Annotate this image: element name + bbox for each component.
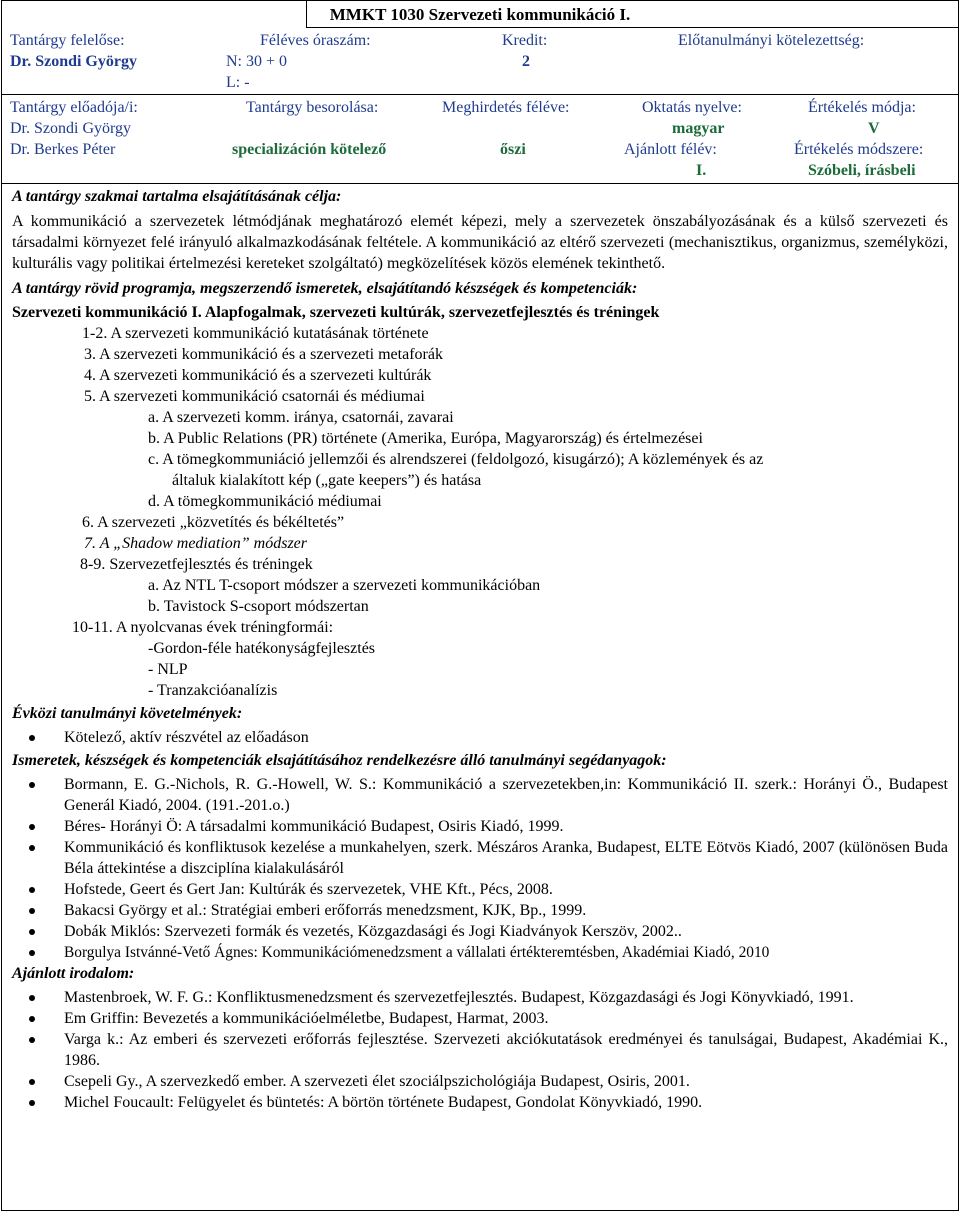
course-sheet [1, 0, 959, 1211]
goal-text: A kommunikáció a szervezetek létmódjának meghatározó elemét képezi, mely a szervezetek önszabályozásának és a külső szervezeti és társadalmi környezet felé irányuló alkalmazkodásának feltétele. A kommunikáció az eltérő szervezeti (mechanisztikus, organizmus, személyközi, kulturális vagy politikai értelmezési kereteket szolgáltató) megközelítések közös elemének tekinthető. [12, 213, 948, 272]
list-item [12, 921, 948, 942]
materials-section [2, 750, 958, 963]
program-item: b. Tavistock S-csoport módszertan [148, 598, 369, 615]
list-item-text: Borgulya Istvánné-Vető Ágnes: Kommunikációmenedzsment a vállalati értékteremtésben, Akadémiai Kiadó, 2010 [64, 944, 770, 961]
prereq-label: Előtanulmányi kötelezettség: [678, 32, 865, 49]
credit-label: Kredit: [502, 32, 548, 49]
program-item: 5. A szervezeti kommunikáció csatornái és médiumai [84, 388, 425, 405]
list-item [12, 774, 948, 816]
list-item [12, 900, 948, 921]
program-item: -Gordon-féle hatékonyságfejlesztés [148, 640, 376, 657]
materials-heading: Ismeretek, készségek és kompetenciák elsajátításához rendelkezésre álló tanulmányi segédanyagok: [12, 752, 667, 769]
semester-label: Meghirdetés féléve: [442, 99, 570, 116]
hours-n: N: 30 + 0 [226, 53, 288, 70]
bullet-icon [29, 995, 35, 1001]
eval-method-label: Értékelés módszere: [794, 141, 924, 158]
requirements-section [2, 703, 958, 748]
bullet-icon [29, 1100, 35, 1106]
requirements-heading: Évközi tanulmányi követelmények: [12, 705, 243, 722]
program-item: - NLP [148, 661, 188, 678]
program-heading: A tantárgy rövid programja, megszerzendő ismeretek, elsajátítandó készségek és kompetenciák: [12, 280, 638, 297]
program-item: d. A tömegkommunikáció médiumai [148, 493, 382, 510]
program-item: a. Az NTL T-csoport módszer a szervezeti kommunikációban [148, 577, 541, 594]
language-label: Oktatás nyelve: [642, 99, 742, 116]
program-item: 6. A szervezeti „közvetítés és békéltetés” [82, 514, 345, 531]
classification-value: specializáción kötelező [232, 141, 387, 158]
goal-heading: A tantárgy szakmai tartalma elsajátításának célja: [12, 188, 342, 205]
list-item [12, 1008, 948, 1029]
bullet-icon [29, 845, 35, 851]
lecturer-label: Tantárgy előadója/i: [10, 99, 138, 116]
list-item [12, 1029, 948, 1071]
list-item [12, 837, 948, 879]
responsible-name: Dr. Szondi György [10, 53, 137, 70]
course-header-table [2, 0, 958, 186]
list-item-text: Mastenbroek, W. F. G.: Konfliktusmenedzsment és szervezetfejlesztés. Budapest, Közgazdasági és Jogi Könyvkiadó, 1991. [64, 989, 854, 1006]
eval-value: V [868, 120, 880, 137]
list-item-text: Kommunikáció és konfliktusok kezelése a munkahelyen, szerk. Mészáros Aranka, Budapest, ELTE Eötvös Kiadó, 2007 (különösen Buda Béla áttekintése a diszciplína kialakulásáról [64, 839, 948, 877]
bullet-icon [29, 1016, 35, 1022]
list-item [12, 987, 948, 1008]
list-item [12, 1071, 948, 1092]
program-item: a. A szervezeti komm. iránya, csatornái, zavarai [148, 409, 454, 426]
language-value: magyar [672, 120, 725, 137]
bullet-icon [29, 1079, 35, 1085]
program-item: 4. A szervezeti kommunikáció és a szervezeti kultúrák [84, 367, 432, 384]
bullet-icon [29, 929, 35, 935]
list-item-text: Kötelező, aktív részvétel az előadáson [64, 729, 309, 746]
bullet-icon [29, 735, 35, 741]
requirements-list [12, 727, 948, 748]
literature-section [2, 963, 958, 1113]
eval-method-value: Szóbeli, írásbeli [808, 162, 916, 179]
program-item: - Tranzakcióanalízis [148, 682, 278, 699]
program-item: b. A Public Relations (PR) története (Amerika, Európa, Magyarország) és értelmezései [148, 430, 703, 447]
program-section [2, 278, 958, 701]
goal-section [2, 186, 958, 274]
list-item-text: Michel Foucault: Felügyelet és büntetés: A börtön története Budapest, Gondolat Könyvkiadó, 1990. [64, 1094, 703, 1111]
classification-label: Tantárgy besorolása: [246, 99, 379, 116]
list-item-text: Varga k.: Az emberi és szervezeti erőforrás fejlesztése. Szervezeti akciókutatások eredményei és tanulságai, Budapest, Akadémiai K., 1986. [64, 1031, 948, 1069]
credit-value: 2 [522, 53, 530, 70]
list-item-text: Béres- Horányi Ö: A társadalmi kommunikáció Budapest, Osiris Kiadó, 1999. [64, 818, 564, 835]
list-item-text: Bakacsi György et al.: Stratégiai emberi erőforrás menedzsment, KJK, Bp., 1999. [64, 902, 587, 919]
recommended-label: Ajánlott félév: [624, 141, 717, 158]
list-item-text: Em Griffin: Bevezetés a kommunikációelméletbe, Budapest, Harmat, 2003. [64, 1010, 549, 1027]
program-item: 7. A „Shadow mediation” módszer [84, 535, 307, 552]
literature-heading: Ajánlott irodalom: [12, 965, 135, 982]
recommended-value: I. [696, 162, 707, 179]
program-item: c. A tömegkommuniáció jellemzői és alrendszerei (feldolgozó, kisugárzó); A közlemények és az [148, 451, 764, 468]
list-item [12, 816, 948, 837]
program-item: 8-9. Szervezetfejlesztés és tréningek [80, 556, 313, 573]
lecturer-2: Dr. Berkes Péter [10, 141, 116, 158]
responsible-label: Tantárgy felelőse: [10, 32, 125, 49]
program-item: 1-2. A szervezeti kommunikáció kutatásának története [82, 325, 429, 342]
list-item [12, 1092, 948, 1113]
semester-value: őszi [500, 141, 526, 158]
hours-label: Féléves óraszám: [260, 32, 371, 49]
literature-list [12, 987, 948, 1113]
bullet-icon [29, 1037, 35, 1043]
list-item-text: Csepeli Gy., A szervezkedő ember. A szervezeti élet szociálpszichológiája Budapest, Osiris, 2001. [64, 1073, 690, 1090]
eval-label: Értékelés módja: [808, 99, 916, 116]
bullet-icon [29, 887, 35, 893]
course-title: MMKT 1030 Szervezeti kommunikáció I. [329, 5, 631, 24]
list-item-text: Hofstede, Geert és Gert Jan: Kultúrák és szervezetek, VHE Kft., Pécs, 2008. [64, 881, 553, 898]
lecturer-1: Dr. Szondi György [10, 120, 132, 137]
list-item-text: Dobák Miklós: Szervezeti formák és vezetés, Közgazdasági és Jogi Kiadványok Kerszöv, 2002.. [64, 923, 682, 940]
list-item [12, 942, 948, 963]
bullet-icon [29, 782, 35, 788]
program-subheading: Szervezeti kommunikáció I. Alapfogalmak, szervezeti kultúrák, szervezetfejlesztés és tréningek [12, 304, 660, 321]
list-item [12, 879, 948, 900]
program-item: 3. A szervezeti kommunikáció és a szervezeti metaforák [84, 346, 443, 363]
bullet-icon [29, 824, 35, 830]
list-item-text: Bormann, E. G.-Nichols, R. G.-Howell, W. S.: Kommunikáció a szervezetekben,in: Kommunikáció II. szerk.: Horányi Ö., Budapest Generál Kiadó, 2004. (191.-201.o.) [64, 776, 948, 814]
materials-list [12, 774, 948, 963]
list-item [12, 727, 948, 748]
hours-l: L: - [226, 74, 250, 91]
bullet-icon [29, 908, 35, 914]
bullet-icon [29, 950, 35, 956]
program-item: általuk kialakított kép („gate keepers”) és hatása [172, 472, 482, 489]
program-item: 10-11. A nyolcvanas évek tréningformái: [72, 619, 334, 636]
